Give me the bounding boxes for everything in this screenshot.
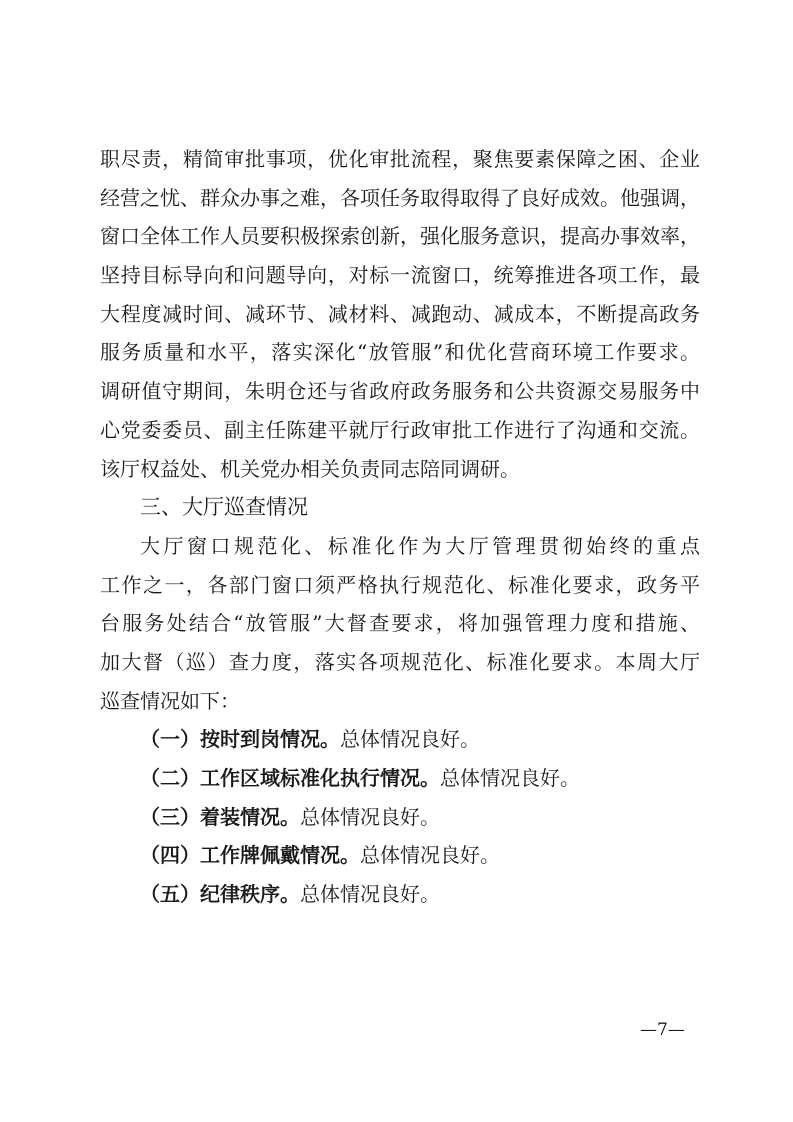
inspection-item (100, 759, 700, 798)
paragraph-line: 窗口全体工作人员要积极探索创新，强化服务意识，提高办事效率， (100, 224, 700, 249)
inspection-item (100, 720, 700, 759)
section-heading: 三、大厅巡查情况 (140, 495, 308, 520)
item-label: （五）纪律秩序。 (140, 882, 300, 907)
paragraph-line: 调研值守期间，朱明仓还与省政府政务服务和公共资源交易服务中 (100, 379, 700, 404)
item-description: 总体情况良好。 (360, 843, 500, 868)
document-body (100, 140, 700, 914)
paragraph-line: 大厅窗口规范化、标准化作为大厅管理贯彻始终的重点 (140, 533, 700, 558)
item-label: （三）着装情况。 (140, 804, 300, 829)
item-description: 总体情况良好。 (340, 727, 480, 752)
paragraph-line: 坚持目标导向和问题导向，对标一流窗口，统筹推进各项工作，最 (100, 263, 700, 288)
paragraph-line: 服务质量和水平，落实深化“放管服”和优化营商环境工作要求。 (100, 340, 700, 365)
paragraph-line: 台服务处结合“放管服”大督查要求，将加强管理力度和措施、 (100, 611, 700, 636)
paragraph-line: 心党委委员、副主任陈建平就厅行政审批工作进行了沟通和交流。 (100, 417, 700, 442)
item-label: （二）工作区域标准化执行情况。 (140, 766, 440, 790)
paragraph-line: 工作之一，各部门窗口须严格执行规范化、标准化要求，政务平 (100, 572, 700, 597)
paragraph-line: 经营之忧、群众办事之难，各项任务取得取得了良好成效。他强调， (100, 185, 700, 210)
item-description: 总体情况良好。 (440, 766, 580, 790)
paragraph-line: 加大督（巡）查力度，落实各项规范化、标准化要求。本周大厅 (100, 649, 700, 674)
paragraph-line: 巡查情况如下： (100, 688, 240, 713)
item-description: 总体情况良好。 (300, 882, 440, 907)
item-label: （一）按时到岗情况。 (140, 727, 340, 752)
inspection-item (100, 875, 700, 914)
item-label: （四）工作牌佩戴情况。 (140, 843, 360, 868)
paragraph-line: 大程度减时间、减环节、减材料、减跑动、减成本，不断提高政务 (100, 301, 700, 326)
paragraph-line: 职尽责，精简审批事项，优化审批流程，聚焦要素保障之困、企业 (100, 147, 700, 171)
inspection-item (100, 798, 700, 837)
paragraph-line: 该厅权益处、机关党办相关负责同志陪同调研。 (100, 456, 520, 481)
item-description: 总体情况良好。 (300, 804, 440, 829)
page-number: —7— (640, 1020, 685, 1040)
inspection-item (100, 836, 700, 875)
